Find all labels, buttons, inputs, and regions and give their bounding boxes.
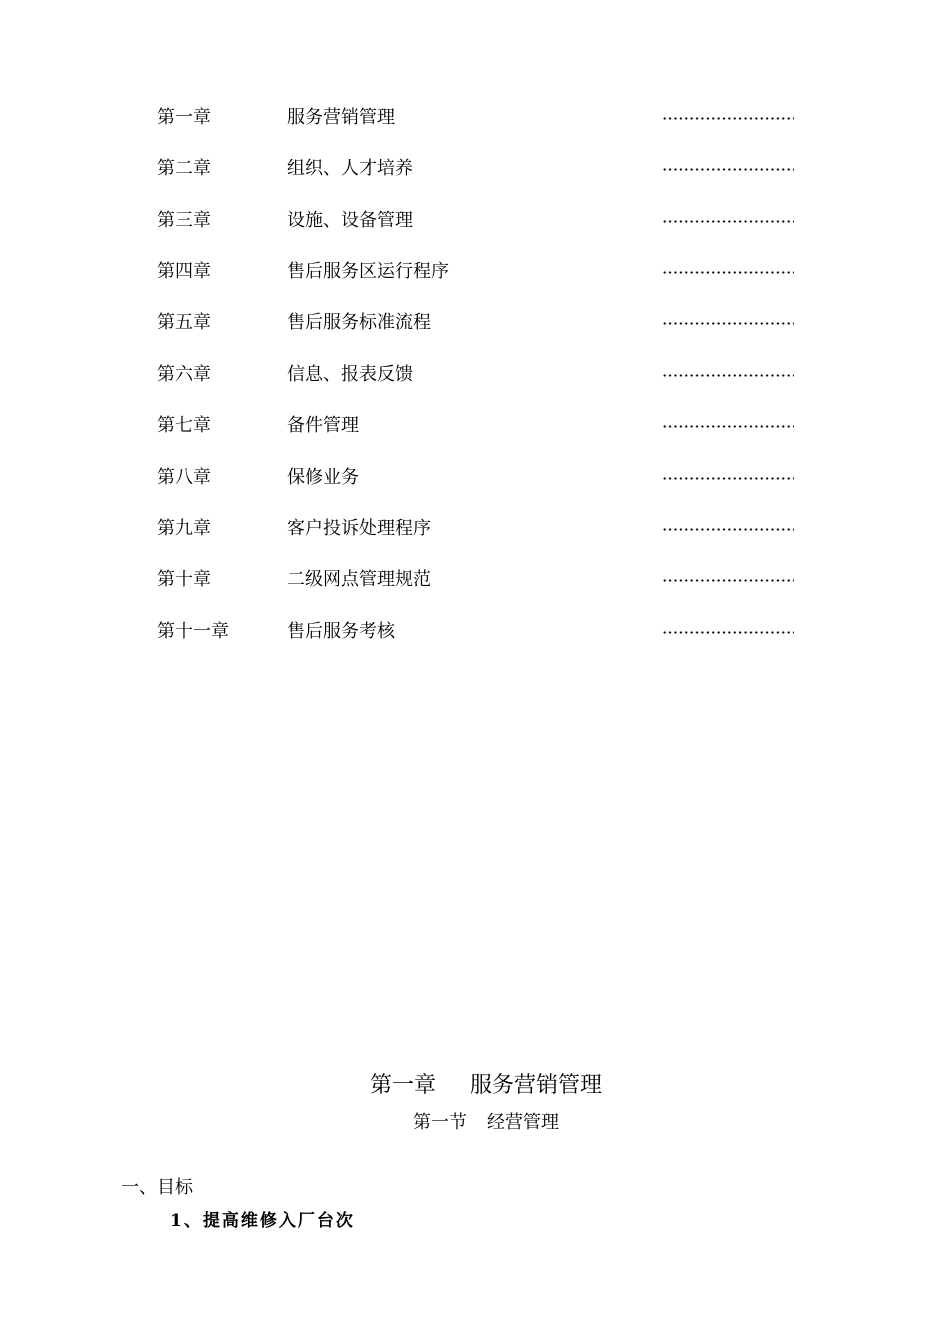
toc-entry[interactable] [0,411,950,441]
toc-chapter-title: 保修业务 [287,467,359,488]
outline-heading-level-2: 1、提高维修入厂台次 [170,1211,355,1231]
toc-chapter-title: 设施、设备管理 [287,210,413,231]
toc-chapter-number: 第二章 [157,158,211,179]
toc-entry[interactable] [0,617,950,647]
toc-dot-leader [662,271,794,274]
section-number: 第一节 [413,1112,467,1133]
section-title: 经营管理 [487,1112,559,1133]
section-heading [0,1108,950,1138]
toc-dot-leader [662,374,794,377]
toc-chapter-number: 第七章 [157,415,211,436]
toc-chapter-number: 第八章 [157,467,211,488]
toc-chapter-number: 第四章 [157,261,211,282]
toc-entry[interactable] [0,360,950,390]
toc-dot-leader [662,425,794,428]
toc-dot-leader [662,579,794,582]
toc-entry[interactable] [0,206,950,236]
toc-entry[interactable] [0,154,950,184]
toc-entry[interactable] [0,514,950,544]
toc-chapter-number: 第五章 [157,312,211,333]
toc-chapter-title: 售后服务标准流程 [287,312,431,333]
toc-chapter-title: 组织、人才培养 [287,158,413,179]
toc-chapter-number: 第十章 [157,569,211,590]
toc-chapter-number: 第九章 [157,518,211,539]
toc-dot-leader [662,528,794,531]
chapter-title: 服务营销管理 [470,1073,603,1098]
toc-entry[interactable] [0,257,950,287]
toc-chapter-number: 第六章 [157,364,211,385]
toc-dot-leader [662,168,794,171]
toc-chapter-title: 备件管理 [287,415,359,436]
chapter-number: 第一章 [369,1073,436,1098]
toc-entry[interactable] [0,103,950,133]
toc-dot-leader [662,477,794,480]
toc-entry[interactable] [0,308,950,338]
outline-heading-level-1: 一、目标 [121,1177,193,1198]
toc-dot-leader [662,220,794,223]
toc-chapter-number: 第三章 [157,210,211,231]
toc-chapter-number: 第一章 [157,107,211,128]
toc-chapter-title: 信息、报表反馈 [287,364,413,385]
toc-chapter-title: 二级网点管理规范 [287,569,431,590]
toc-chapter-number: 第十一章 [157,621,229,642]
toc-chapter-title: 服务营销管理 [287,107,395,128]
toc-chapter-title: 售后服务考核 [287,621,395,642]
toc-chapter-title: 售后服务区运行程序 [287,261,449,282]
toc-chapter-title: 客户投诉处理程序 [287,518,431,539]
toc-entry[interactable] [0,463,950,493]
toc-dot-leader [662,631,794,634]
toc-dot-leader [662,117,794,120]
toc-entry[interactable] [0,565,950,595]
chapter-heading [0,1068,950,1104]
toc-dot-leader [662,322,794,325]
